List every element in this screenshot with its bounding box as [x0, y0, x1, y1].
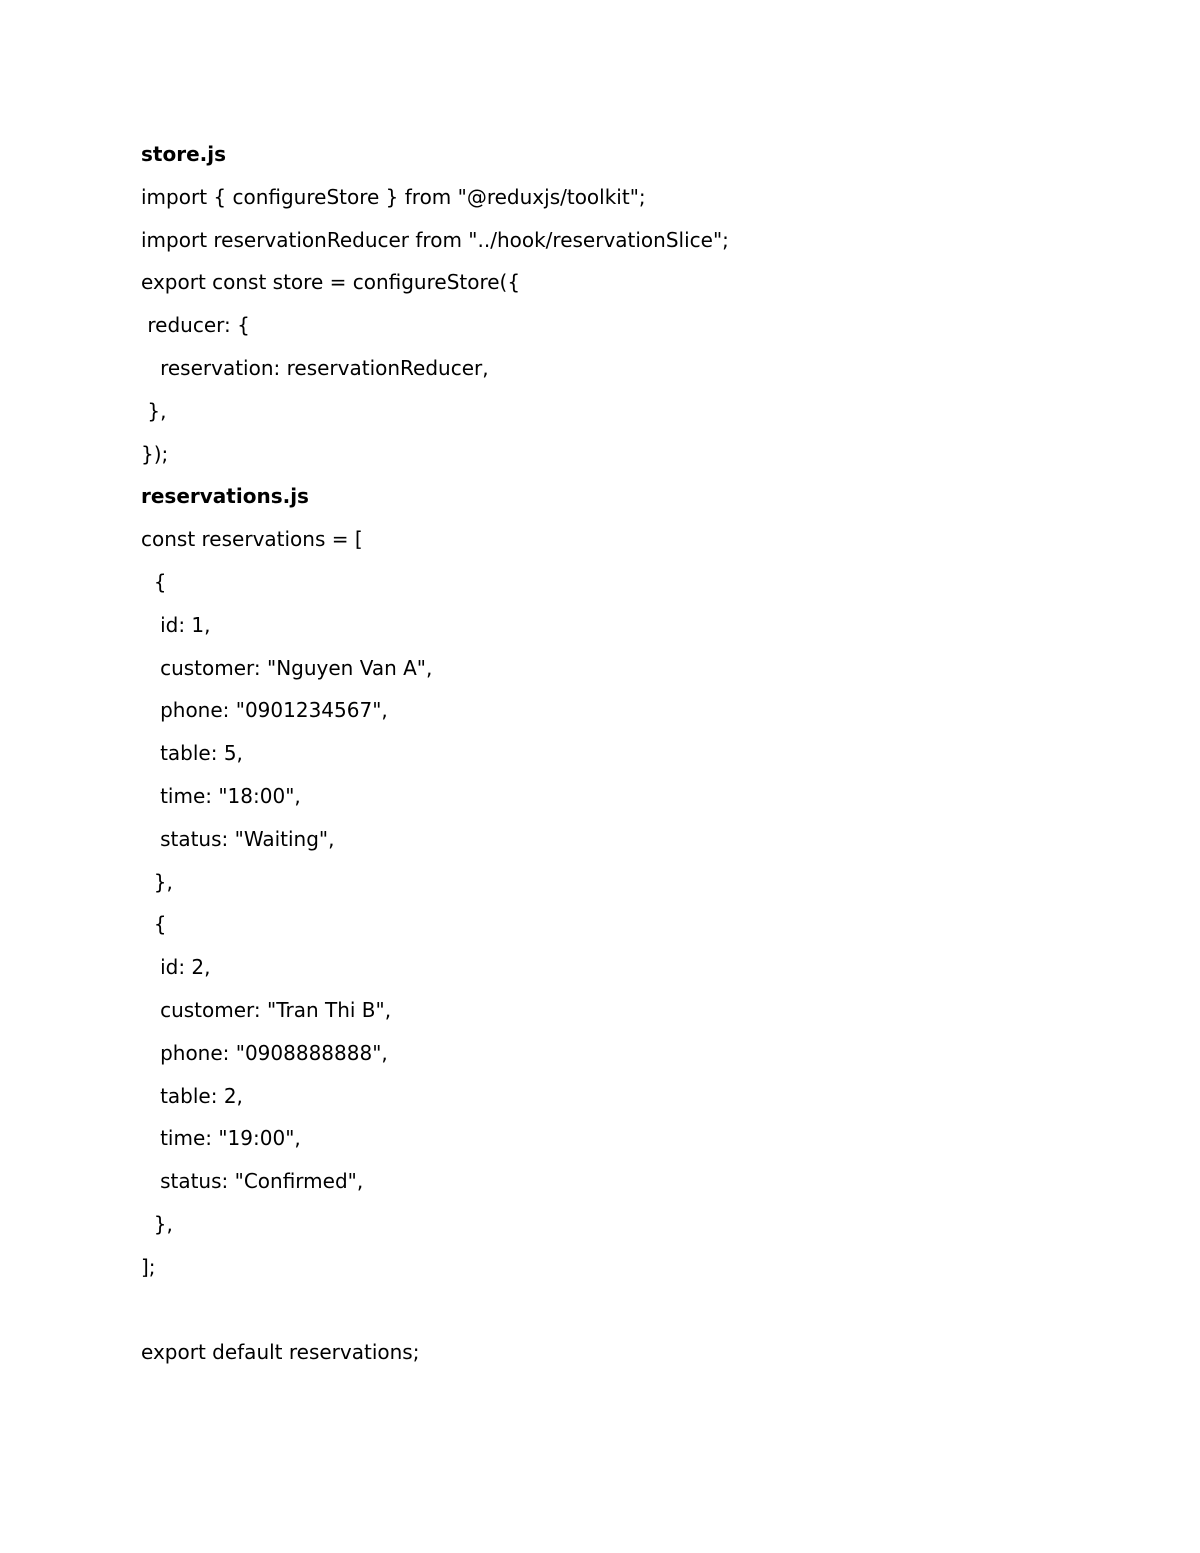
code-line: export const store = configureStore({	[141, 270, 521, 295]
code-line: customer: "Nguyen Van A",	[141, 655, 433, 680]
code-line: phone: "0908888888",	[141, 1040, 388, 1065]
code-line: },	[141, 869, 173, 894]
code-line: },	[141, 398, 167, 423]
file-heading: store.js	[141, 142, 226, 166]
code-line: time: "18:00",	[141, 783, 301, 808]
code-line: phone: "0901234567",	[141, 698, 388, 723]
code-line: import reservationReducer from "../hook/reservationSlice";	[141, 227, 729, 252]
code-line: },	[141, 1211, 173, 1236]
code-line: {	[141, 569, 167, 594]
code-line: reducer: {	[141, 313, 250, 338]
code-line: ];	[141, 1254, 156, 1279]
code-line: id: 2,	[141, 955, 211, 980]
code-line: table: 5,	[141, 741, 243, 766]
code-line: status: "Waiting",	[141, 826, 335, 851]
code-line: table: 2,	[141, 1083, 243, 1108]
code-line: export default reservations;	[141, 1340, 420, 1365]
code-line: {	[141, 912, 167, 937]
code-line: import { configureStore } from "@reduxjs/toolkit";	[141, 184, 646, 209]
code-listing	[141, 133, 1141, 1374]
code-line: reservation: reservationReducer,	[141, 355, 489, 380]
code-line: status: "Confirmed",	[141, 1169, 364, 1194]
code-line: time: "19:00",	[141, 1126, 301, 1151]
file-heading: reservations.js	[141, 484, 309, 509]
code-line: id: 1,	[141, 612, 211, 637]
code-line: const reservations = [	[141, 527, 363, 552]
code-line: });	[141, 441, 169, 466]
blank-line	[141, 1289, 1141, 1332]
code-line: customer: "Tran Thi B",	[141, 997, 392, 1022]
